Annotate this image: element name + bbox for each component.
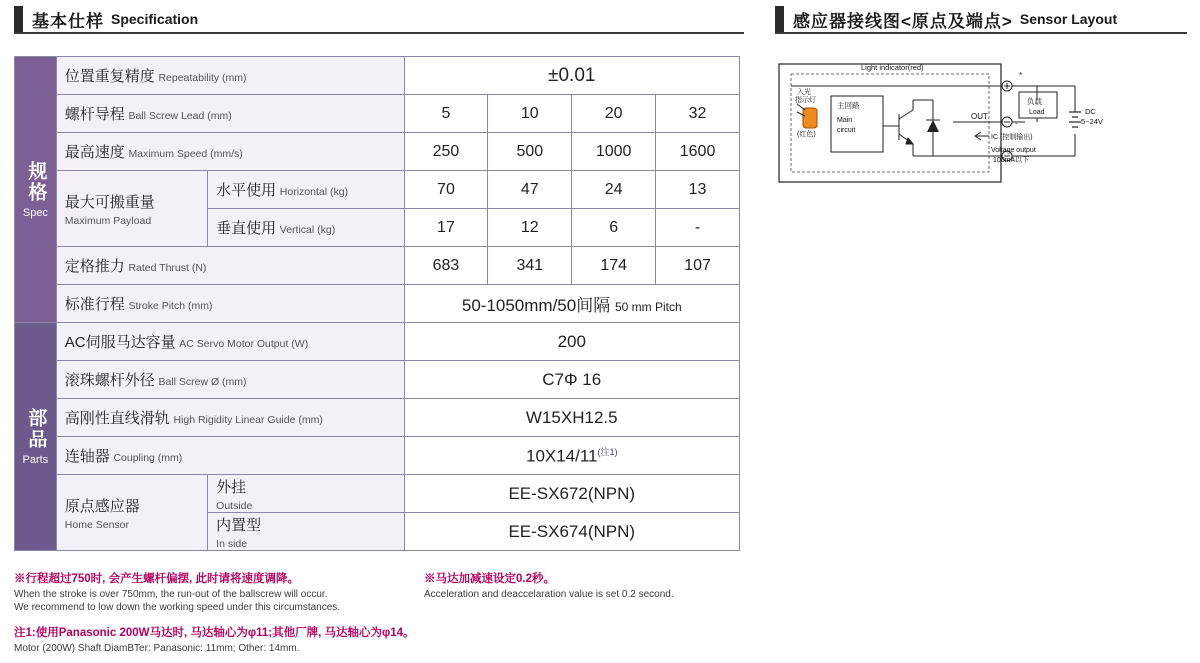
light-indicator-label: Light indicator(red) bbox=[861, 63, 924, 72]
value-thrust-1: 683 bbox=[404, 247, 488, 285]
value-horizontal-1: 70 bbox=[404, 171, 488, 209]
transistor-symbol bbox=[883, 100, 913, 156]
value-coupling-text: 10X14/11 bbox=[525, 446, 598, 466]
row-label-home-sensor bbox=[56, 475, 207, 551]
value-lead-1: 5 bbox=[404, 95, 488, 133]
row-label-stroke bbox=[56, 285, 404, 323]
row-label-repeatability bbox=[56, 57, 404, 95]
sublabel-en: Horizontal (kg) bbox=[279, 186, 349, 198]
ic-output-arrow bbox=[975, 132, 989, 140]
row-label-speed bbox=[56, 133, 404, 171]
label-en: High Rigidity Linear Guide (mm) bbox=[173, 414, 323, 426]
label-cn: 滚珠螺杆外径 bbox=[64, 372, 155, 389]
label-en: Repeatability (mm) bbox=[158, 72, 247, 84]
zener-diode-symbol bbox=[926, 100, 940, 156]
table-row bbox=[15, 57, 740, 95]
table-row bbox=[15, 133, 740, 171]
note-right-cn: ※马达加减速设定0.2秒。 bbox=[424, 573, 555, 585]
label-en: Rated Thrust (N) bbox=[128, 262, 207, 274]
value-stroke-cn: 50-1050mm/50间隔 bbox=[461, 296, 611, 315]
dc-label: DC bbox=[1085, 107, 1096, 116]
label-cn: 连轴器 bbox=[64, 448, 110, 465]
spec-section-header bbox=[14, 6, 198, 32]
value-vertical-2: 12 bbox=[488, 209, 572, 247]
value-speed-4: 1600 bbox=[656, 133, 740, 171]
value-vertical-3: 6 bbox=[572, 209, 656, 247]
label-en: Stroke Pitch (mm) bbox=[128, 300, 213, 312]
note-motor-shaft bbox=[14, 626, 614, 655]
value-vertical-4: - bbox=[656, 209, 740, 247]
load-en: Load bbox=[1029, 109, 1045, 116]
sensor-title-en: Sensor Layout bbox=[1019, 11, 1118, 27]
sublabel-en: In side bbox=[216, 537, 248, 550]
label-en: Home Sensor bbox=[64, 518, 129, 531]
value-sensor-inside: EE-SX674(NPN) bbox=[404, 513, 739, 551]
group-spec-en: Spec bbox=[22, 206, 48, 219]
sensor-diagram-svg bbox=[775, 56, 1125, 196]
value-speed-3: 1000 bbox=[572, 133, 656, 171]
sublabel-cn: 外挂 bbox=[216, 478, 247, 496]
table-row bbox=[15, 95, 740, 133]
value-vertical-1: 17 bbox=[404, 209, 488, 247]
terminal-minus-mark: - bbox=[1015, 119, 1018, 128]
table-row bbox=[15, 399, 740, 437]
row-label-motor bbox=[56, 323, 404, 361]
label-en: Coupling (mm) bbox=[113, 452, 183, 464]
value-lead-2: 10 bbox=[488, 95, 572, 133]
value-speed-1: 250 bbox=[404, 133, 488, 171]
row-sublabel-outside bbox=[208, 475, 404, 513]
label-cn: 螺杆导程 bbox=[64, 106, 125, 123]
label-en: AC Servo Motor Output (W) bbox=[179, 338, 309, 350]
note-left-en-1: When the stroke is over 750mm, the run-out of the ballscrew will occur. bbox=[14, 588, 328, 600]
value-lead-3: 20 bbox=[572, 95, 656, 133]
main-circuit-en-2: circuit bbox=[837, 127, 856, 134]
label-cn: 最高速度 bbox=[64, 144, 125, 161]
label-en: Maximum Speed (mm/s) bbox=[128, 148, 243, 160]
value-horizontal-4: 13 bbox=[656, 171, 740, 209]
note-bottom-en: Motor (200W) Shaft DiamBTer: Panasonic: 11mm; Other: 14mm. bbox=[14, 642, 300, 654]
row-label-ballscrew bbox=[56, 361, 404, 399]
spec-header-rule bbox=[14, 32, 744, 34]
label-en: Ball Screw Lead (mm) bbox=[128, 110, 232, 122]
value-stroke bbox=[404, 285, 739, 323]
sublabel-en: Outside bbox=[216, 499, 253, 512]
light-cn-3: (红色) bbox=[797, 131, 816, 138]
group-spec-cn: 规格 bbox=[25, 160, 47, 203]
light-cn-1: 入光 bbox=[797, 89, 811, 96]
value-ballscrew: C7Φ 16 bbox=[404, 361, 739, 399]
sublabel-cn: 垂直使用 bbox=[216, 220, 277, 237]
note-left-en-2: We recommend to low down the working speed under this circumstances. bbox=[14, 602, 341, 614]
voltage-output-label: Voltage output bbox=[991, 147, 1036, 154]
row-label-payload bbox=[56, 171, 207, 247]
note-stroke-warning bbox=[14, 572, 414, 615]
value-coupling bbox=[404, 437, 739, 475]
value-horizontal-2: 47 bbox=[488, 171, 572, 209]
note-left-cn: ※行程超过750时, 会产生螺杆偏摆, 此时请将速度调降。 bbox=[14, 573, 299, 585]
value-guide: W15XH12.5 bbox=[404, 399, 739, 437]
dc-value-label: 5~24V bbox=[1081, 117, 1103, 126]
row-sublabel-horizontal bbox=[208, 171, 404, 209]
load-cn: 负载 bbox=[1027, 97, 1042, 106]
table-row bbox=[15, 247, 740, 285]
value-horizontal-3: 24 bbox=[572, 171, 656, 209]
coupling-note-ref: (注1) bbox=[597, 446, 618, 457]
sensor-section-header bbox=[775, 6, 1117, 32]
label-cn: 最大可搬重量 bbox=[64, 193, 155, 211]
group-parts-cn: 部品 bbox=[25, 407, 47, 450]
row-label-lead bbox=[56, 95, 404, 133]
spec-title-cn: 基本仕样 bbox=[32, 11, 104, 31]
value-stroke-en: 50 mm Pitch bbox=[614, 300, 682, 314]
sensor-title-cn: 感应器接线图<原点及端点> bbox=[793, 11, 1013, 31]
sensor-inner-dashed-box bbox=[791, 74, 989, 172]
label-en: Maximum Payload bbox=[64, 214, 152, 227]
note-right-en: Acceleration and deaccelaration value is set 0.2 second. bbox=[424, 588, 674, 600]
value-thrust-2: 341 bbox=[488, 247, 572, 285]
dc-source-symbol bbox=[1069, 112, 1081, 127]
label-cn: 定格推力 bbox=[64, 258, 125, 275]
row-label-guide bbox=[56, 399, 404, 437]
ic-label: IC (控制输出) bbox=[991, 134, 1033, 141]
table-row bbox=[15, 437, 740, 475]
row-sublabel-vertical bbox=[208, 209, 404, 247]
note-acceleration bbox=[424, 572, 754, 601]
table-row bbox=[15, 323, 740, 361]
specification-table bbox=[14, 56, 740, 551]
table-row bbox=[15, 475, 740, 513]
sensor-wiring-diagram bbox=[775, 56, 1125, 196]
led-indicator-icon bbox=[797, 104, 817, 128]
label-cn: AC伺服马达容量 bbox=[64, 334, 176, 351]
group-label-parts bbox=[15, 323, 57, 551]
table-row bbox=[15, 171, 740, 209]
label-cn: 标准行程 bbox=[64, 296, 125, 313]
row-sublabel-inside bbox=[208, 513, 404, 551]
group-parts-en: Parts bbox=[22, 453, 49, 466]
note-bottom-cn: 注1:使用Panasonic 200W马达时, 马达轴心为φ11;其他厂牌, 马达轴心为φ14。 bbox=[14, 627, 415, 639]
label-cn: 原点感应器 bbox=[64, 497, 140, 515]
label-cn: 高刚性直线滑轨 bbox=[64, 410, 170, 427]
sublabel-en: Vertical (kg) bbox=[279, 224, 336, 236]
value-repeatability: ±0.01 bbox=[404, 57, 739, 95]
value-lead-4: 32 bbox=[656, 95, 740, 133]
table-row bbox=[15, 285, 740, 323]
sensor-header-rule bbox=[775, 32, 1187, 34]
asterisk-mark: * bbox=[1019, 71, 1023, 80]
main-circuit-en-1: Main bbox=[837, 117, 853, 124]
spec-title-en: Specification bbox=[111, 11, 199, 27]
main-circuit-cn: 主回路 bbox=[837, 101, 860, 110]
value-speed-2: 500 bbox=[488, 133, 572, 171]
group-label-spec bbox=[15, 57, 57, 323]
section-marker-bar bbox=[14, 6, 23, 32]
value-motor: 200 bbox=[404, 323, 739, 361]
row-label-thrust bbox=[56, 247, 404, 285]
value-thrust-3: 174 bbox=[572, 247, 656, 285]
table-row bbox=[15, 361, 740, 399]
sublabel-cn: 内置型 bbox=[216, 516, 262, 534]
label-cn: 位置重复精度 bbox=[64, 68, 155, 85]
light-cn-2: 指示灯 bbox=[795, 97, 816, 104]
value-thrust-4: 107 bbox=[656, 247, 740, 285]
voltage-ma-label: 100mA以下 bbox=[993, 157, 1030, 164]
sublabel-cn: 水平使用 bbox=[216, 182, 277, 199]
row-label-coupling bbox=[56, 437, 404, 475]
out-label: OUT bbox=[971, 112, 988, 121]
label-en: Ball Screw Ø (mm) bbox=[158, 376, 247, 388]
section-marker-bar bbox=[775, 6, 784, 32]
value-sensor-outside: EE-SX672(NPN) bbox=[404, 475, 739, 513]
